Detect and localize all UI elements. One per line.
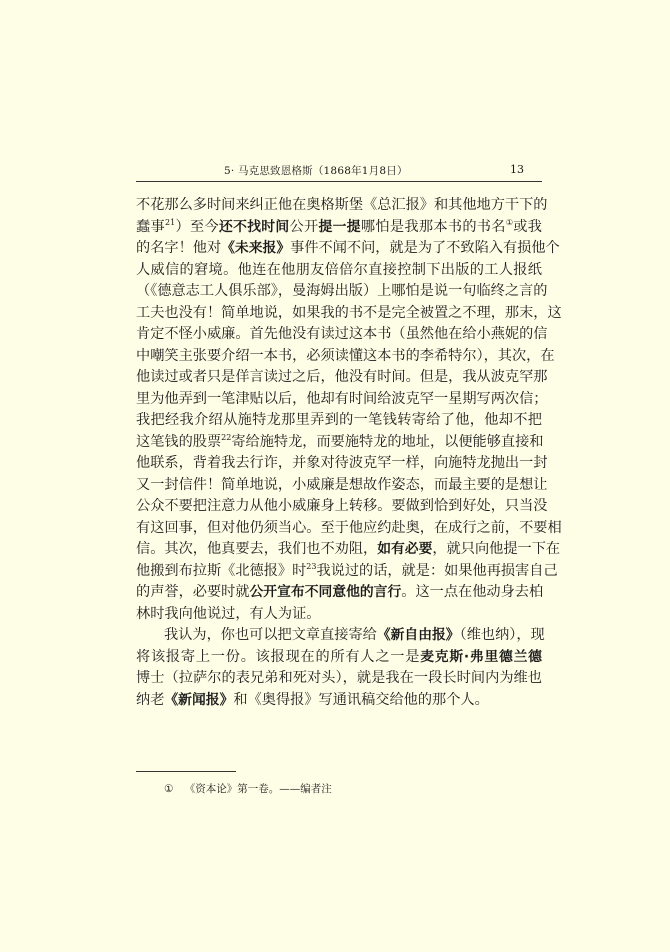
text-line: [136, 324, 548, 346]
bold-phrase: 麦克斯·弗里德兰德: [420, 648, 542, 665]
text-line: [136, 195, 548, 217]
text-line: [136, 303, 562, 325]
text-run: 这笔钱的股票: [136, 433, 222, 450]
text-run: 事件不闻不问，就是为了不致陷入有损他个: [290, 240, 560, 256]
text-run: 他读过或者只是佯言读过之后，他没有时间。但是，我从波克罕那: [136, 369, 548, 385]
text-run: 肯定不怪小威廉。首先他没有读过这本书（虽然他在给小燕妮的信: [136, 326, 548, 342]
page-number: 13: [510, 163, 524, 176]
text-run: 有这回事，但对他仍须当心。至于他应约赴奥，在成行之前，不要相: [136, 519, 562, 536]
text-line: [136, 604, 542, 626]
bold-phrase: 公开宣布不同意他的言行: [249, 584, 402, 600]
note-ref: 21: [165, 217, 176, 227]
text-line: [136, 260, 542, 282]
text-run: ，就只向他提一下在: [432, 541, 561, 557]
text-run: 中嘲笑主张要介绍一本书，必须读懂这本书的李希特尔），其次，在: [136, 347, 555, 364]
text-line: [136, 475, 548, 497]
text-line: [136, 389, 548, 411]
footnote-text: 《资本论》第一卷。——编者注: [184, 783, 332, 795]
text-run: ）至今: [175, 218, 219, 235]
text-run: 或我: [513, 218, 542, 235]
footnote: [164, 781, 332, 796]
text-run: 的名字！他对: [136, 240, 222, 256]
text-run: 人威信的窘境。他连在他朋友倍倍尔直接控制下出版的工人报纸: [136, 261, 542, 278]
text-run: 我说过的话，就是：如果他再损害自己: [316, 562, 558, 579]
text-run: 不花那么多时间来纠正他在奥格斯堡《总汇报》和其他地方干下的: [136, 197, 548, 213]
text-line: [136, 367, 548, 389]
text-run: 哪怕是我那本书的书名: [360, 218, 506, 235]
text-line: [136, 281, 548, 303]
text-line: [136, 668, 542, 690]
text-line: [136, 539, 561, 561]
text-run: 又一封信件！简单地说，小威廉是想故作姿态，而最主要的是想让: [136, 476, 548, 493]
text-run: 。这一点在他动身去柏: [401, 584, 544, 600]
bold-phrase: 如有必要: [377, 541, 433, 557]
footnote-divider: [136, 771, 236, 772]
text-line: [136, 453, 548, 475]
text-line: [136, 346, 555, 368]
text-line: [136, 647, 542, 669]
text-line: [136, 432, 542, 454]
text-line: [136, 410, 542, 432]
text-run: 我认为，你也可以把文章直接寄给: [164, 627, 377, 643]
text-run: 工夫也没有！简单地说，如果我的书不是完全被置之不理，那末，这: [136, 304, 562, 321]
footnote-marker: ①: [164, 783, 174, 795]
bold-phrase: 《未来报》: [221, 240, 291, 256]
text-run: 和《奥得报》写通讯稿交给他的那个人。: [233, 691, 489, 708]
text-run: 公开: [289, 218, 319, 235]
text-run: 信。其次，他真要去，我们也不劝阻，: [136, 541, 378, 557]
running-header: [136, 161, 542, 182]
text-run: 博士（拉萨尔的表兄弟和死对头），就是我在一段长时间内为维也: [136, 670, 542, 686]
text-run: 将该报寄上一份。该报现在的所有人之一是: [136, 648, 421, 665]
text-run: （维也纳），现: [459, 627, 545, 643]
header-title: 5· 马克思致恩格斯（1868年1月8日）: [224, 165, 408, 177]
bold-phrase: 提一提: [318, 218, 361, 235]
text-run: 的声誉，必要时就: [136, 584, 250, 600]
text-line: [136, 217, 542, 239]
text-run: 寄给施特龙，而要施特龙的地址，以便能够直接和: [231, 433, 544, 450]
text-run: 我把经我介绍从施特龙那里弄到的一笔钱转寄给了他，他却不把: [136, 412, 542, 428]
text-line: [136, 238, 560, 260]
text-line: [136, 496, 548, 518]
text-run: 林时我向他说过，有人为证。: [136, 605, 321, 622]
bold-phrase: 《新自由报》: [376, 627, 460, 643]
text-line: [136, 690, 542, 712]
text-run: （《德意志工人俱乐部》，曼海姆出版）上哪怕是说一句临终之言的: [136, 283, 548, 299]
bold-phrase: 还不找时间: [218, 218, 290, 235]
text-run: 里为他弄到一笔津贴以后，他却有时间给波克罕一星期写两次信；: [136, 390, 548, 407]
bold-phrase: 《新闻报》: [164, 691, 234, 708]
text-run: 他搬到布拉斯《北德报》时: [136, 562, 307, 579]
text-line: [136, 518, 562, 540]
body-text: [136, 195, 562, 711]
text-run: 纳老: [136, 691, 165, 708]
text-line: [136, 561, 558, 583]
text-run: 蠢事: [136, 218, 165, 235]
note-ref: 22: [221, 432, 232, 442]
text-line: [136, 625, 545, 647]
note-ref: ①: [505, 217, 514, 227]
text-run: 他联系，背着我去行诈，并象对待波克罕一样，向施特龙抛出一封: [136, 455, 548, 471]
note-ref: 23: [306, 561, 317, 571]
text-run: 公众不要把注意力从他小威廉身上转移。要做到恰到好处，只当没: [136, 498, 548, 514]
text-line: [136, 582, 542, 604]
